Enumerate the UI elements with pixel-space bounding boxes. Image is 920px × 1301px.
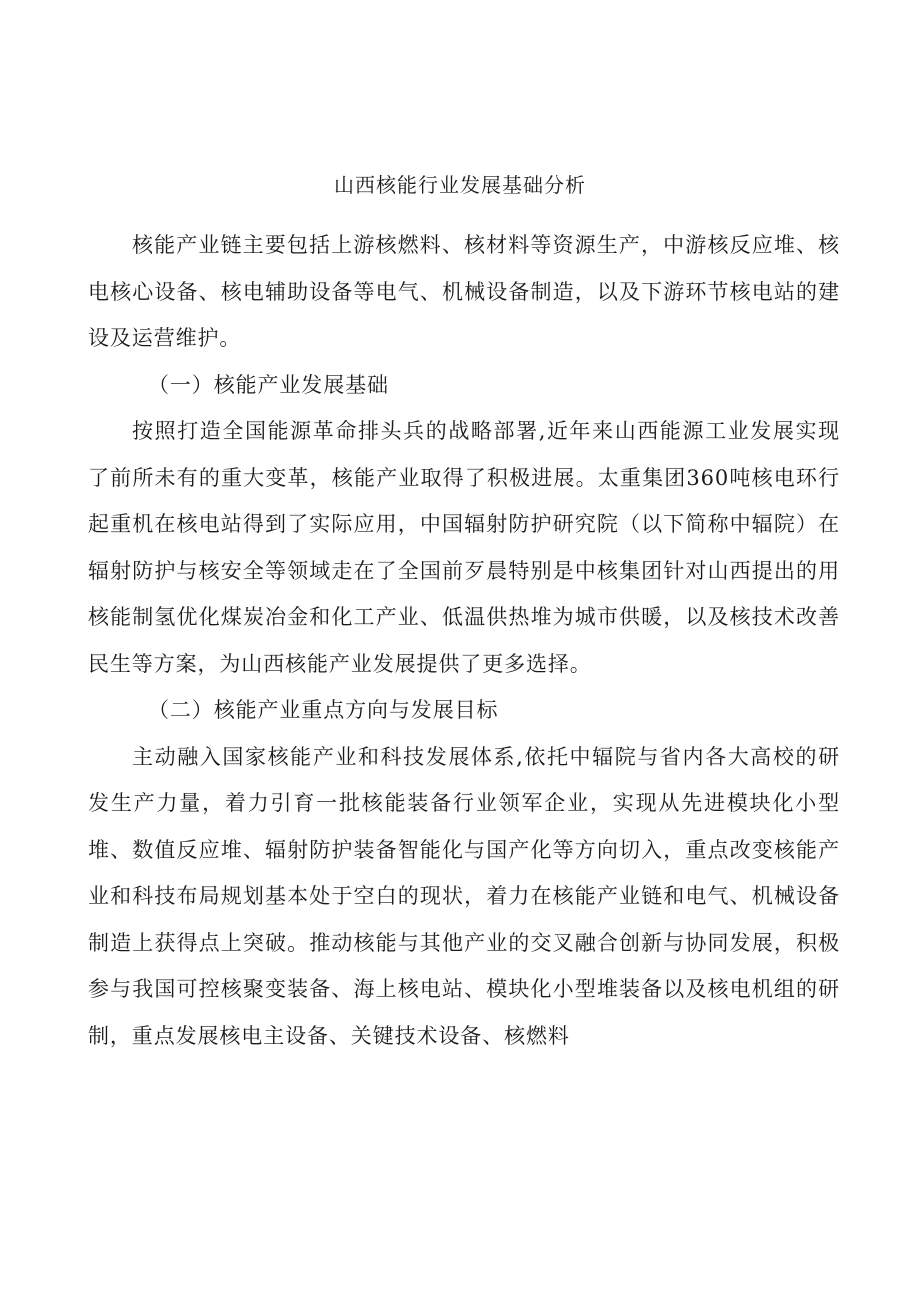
intro-paragraph: 核能产业链主要包括上游核燃料、核材料等资源生产，中游核反应堆、核电核心设备、核电辅助设备等电气、机械设备制造，以及下游环节核电站的建设及运营维护。 [88,233,840,350]
section-2-paragraph: 主动融入国家核能产业和科技发展体系,依托中辐院与省内各大高校的研发生产力量，着力引育一批核能装备行业领军企业，实现从先进模块化小型堆、数值反应堆、辐射防护装备智能化与国产化等方向切入，重点改变核能产业和科技布局规划基本处于空白的现状，着力在核能产业链和电气、机械设备制造上获得点上突破。推动核能与其他产业的交叉融合创新与协同发展，积极参与我国可控核聚变装备、海上核电站、模块化小型堆装备以及核电机组的研制，重点发展核电主设备、关键技术设备、核燃料 [88,744,840,1048]
section-heading-2: （二）核能产业重点方向与发展目标 [148,698,499,722]
document-body [88,222,840,1059]
document-title: 山西核能行业发展基础分析 [334,173,586,197]
section-1-paragraph: 按照打造全国能源革命排头兵的战略部署,近年来山西能源工业发展实现了前所未有的重大变革，核能产业取得了积极进展。太重集团360吨核电环行起重机在核电站得到了实际应用，中国辐射防护研究院（以下简称中辐院）在辐射防护与核安全等领域走在了全国前歹晨特别是中核集团针对山西提出的用核能制氢优化煤炭冶金和化工产业、低温供热堆为城市供暖，以及核技术改善民生等方案，为山西核能产业发展提供了更多选择。 [88,419,840,676]
section-heading-1: （一）核能产业发展基础 [148,372,389,397]
